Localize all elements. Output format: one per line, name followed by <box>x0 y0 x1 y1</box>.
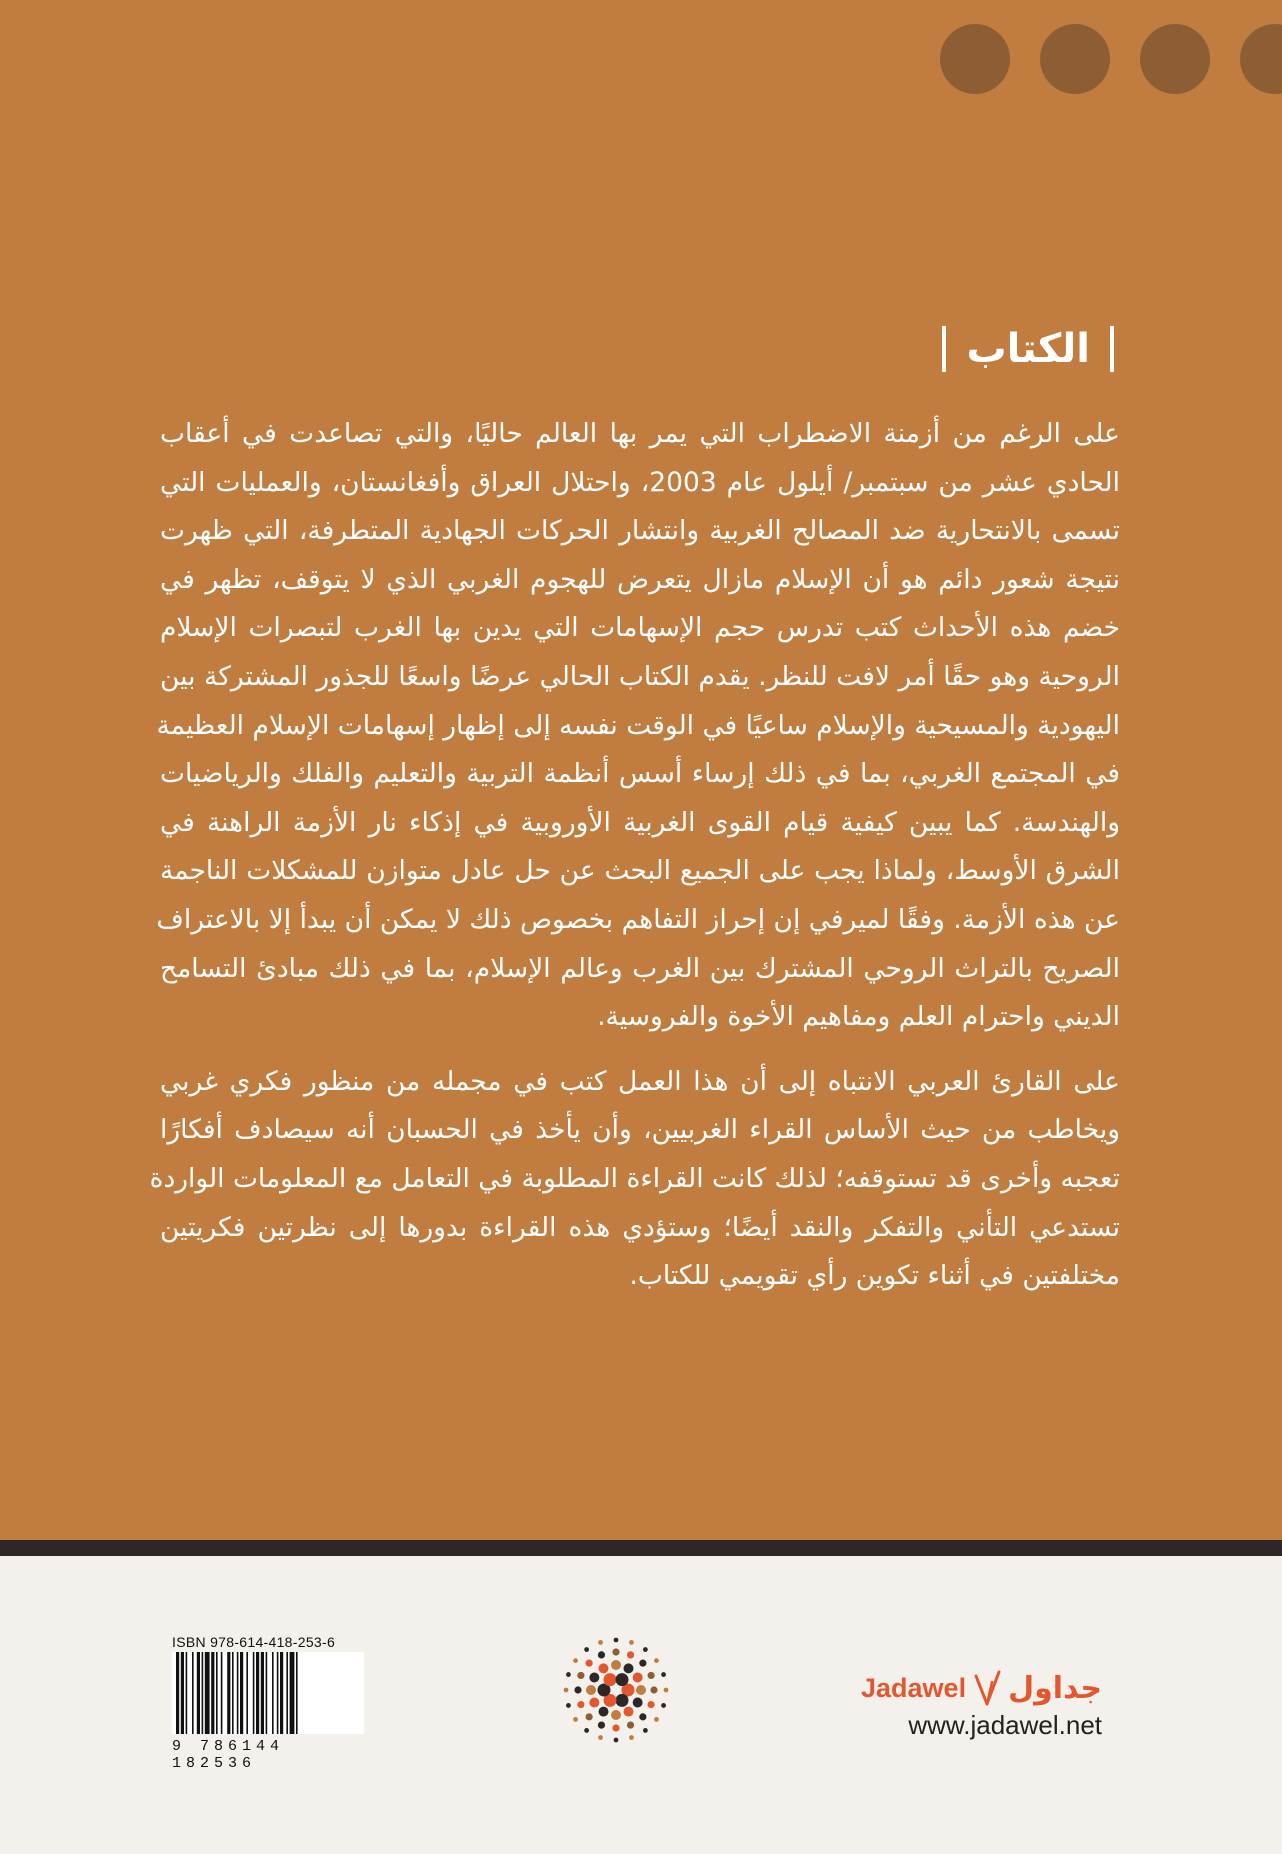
publisher-logo <box>861 1668 1102 1708</box>
heading-bar-left <box>942 326 946 372</box>
text-line: مختلفتين في أثناء تكوين رأي تقويمي للكتاب. <box>629 1260 1120 1292</box>
decorative-dot <box>1040 24 1110 94</box>
blurb-paragraph-1 <box>156 410 1120 1042</box>
publisher-name-arabic: جداول <box>1008 1670 1102 1706</box>
text-line: عن هذه الأزمة. وفقًا لميرفي إن إحراز التفاهم بخصوص ذلك لا يمكن أن يبدأ إلا بالاعتراف <box>156 903 1120 935</box>
dark-divider-strip <box>0 1540 1282 1556</box>
ornamental-emblem-icon <box>558 1632 674 1748</box>
text-line: تعجبه وأخرى قد تستوقفه؛ لذلك كانت القراءة المطلوبة في التعامل مع المعلومات الواردة <box>149 1162 1120 1194</box>
text-line: تسمى بالانتحارية ضد المصالح الغربية وانتشار الحركات الجهادية المتطرفة، التي ظهرت <box>160 515 1120 547</box>
footer-panel <box>0 1556 1282 1854</box>
section-heading-text: الكتاب <box>966 326 1090 372</box>
isbn-text: ISBN 978-614-418-253-6 <box>172 1634 336 1650</box>
section-heading <box>942 322 1114 376</box>
blurb-text <box>149 410 1120 1301</box>
text-line: والهندسة. كما يبين كيفية قيام القوى الغربية الأوروبية في إذكاء نار الأزمة الراهنة في <box>160 806 1120 838</box>
text-line: الحادي عشر من سبتمبر/ أيلول عام 2003، واحتلال العراق وأفغانستان، والعمليات التي <box>160 466 1120 498</box>
text-line: الديني واحترام العلم ومفاهيم الأخوة والفروسية. <box>597 1001 1120 1033</box>
decorative-dot <box>940 24 1010 94</box>
text-line: الروحية وهو حقًا أمر لافت للنظر. يقدم الكتاب الحالي عرضًا واسعًا للجذور المشتركة بين <box>160 660 1120 692</box>
text-line: ويخاطب من حيث الأساس القراء الغربيين، وأن يأخذ في الحسبان أنه سيصادف أفكارًا <box>160 1114 1120 1146</box>
publisher-logo-icon <box>972 1668 1002 1708</box>
text-line: الصريح بالتراث الروحي المشترك بين الغرب وعالم الإسلام، بما في ذلك مبادئ التسامح <box>160 952 1120 984</box>
blurb-paragraph-2 <box>149 1058 1120 1301</box>
text-line: خضم هذه الأحداث كتب تدرس حجم الإسهامات التي يدين بها الغرب لتبصرات الإسلام <box>160 612 1120 644</box>
text-line: على الرغم من أزمنة الاضطراب التي يمر بها العالم حاليًا، والتي تصاعدت في أعقاب <box>160 418 1120 449</box>
text-line: في المجتمع الغربي، بما في ذلك إرساء أسس أنظمة التربية والتعليم والفلك والرياضيات <box>160 758 1120 790</box>
publisher-url: www.jadawel.net <box>908 1710 1102 1740</box>
barcode-digits: 9 786144 182536 <box>172 1738 285 1772</box>
heading-bar-right <box>1110 326 1114 372</box>
publisher-name-latin: Jadawel <box>861 1672 967 1703</box>
isbn-barcode-block <box>172 1634 364 1772</box>
text-line: نتيجة شعور دائم هو أن الإسلام مازال يتعرض للهجوم الغربي الذي لا يتوقف، تظهر في <box>160 563 1120 595</box>
text-line: تستدعي التأني والتفكر والنقد أيضًا؛ وستؤدي هذه القراءة بدورها إلى نظرتين فكريتين <box>160 1211 1120 1243</box>
decorative-dot <box>1140 24 1210 94</box>
barcode-icon <box>172 1652 364 1734</box>
decorative-dots <box>940 24 1282 94</box>
publisher-block <box>861 1668 1102 1741</box>
decorative-dot <box>1240 24 1282 94</box>
text-line: الشرق الأوسط، ولماذا يجب على الجميع البحث عن حل عادل متوازن للمشكلات الناجمة <box>160 855 1120 887</box>
text-line: اليهودية والمسيحية والإسلام ساعيًا في الوقت نفسه إلى إظهار إسهامات الإسلام العظيمة <box>156 709 1120 741</box>
text-line: على القارئ العربي الانتباه إلى أن هذا العمل كتب في مجمله من منظور فكري غربي <box>160 1065 1120 1097</box>
